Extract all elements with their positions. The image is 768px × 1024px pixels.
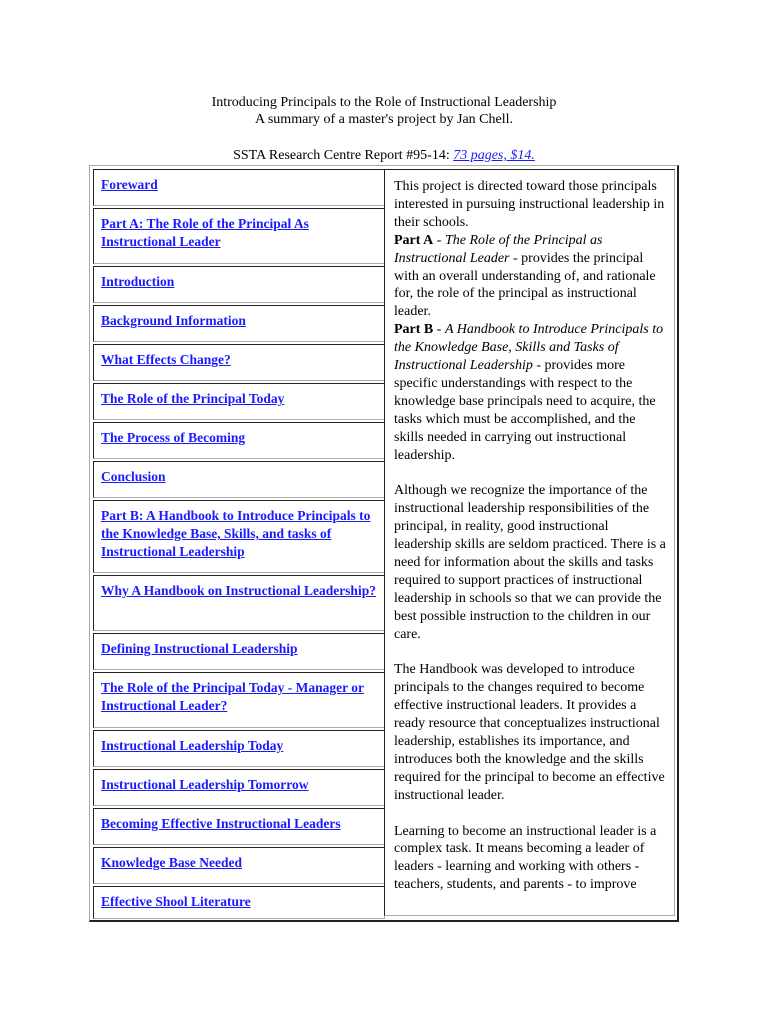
part-a-text: - provides the principal with an overall understanding of, and rationale for, the role of the principal as instructional leader. [394, 250, 656, 320]
toc-item [93, 730, 385, 767]
summary-paragraph-3: The Handbook was developed to introduce principals to the changes required to become effective instructional leaders. It provides a ready resource that conceptualizes instructional leadership, establishes its importance, and introduces both the knowledge and the skills required for the principal to become an effective instructional leader. [394, 662, 665, 803]
part-b-separator: - [433, 322, 445, 338]
toc-item [93, 808, 385, 845]
toc-link[interactable]: Becoming Effective Instructional Leaders [101, 816, 341, 831]
report-price-link[interactable]: 73 pages, $14. [453, 148, 535, 163]
toc-item [93, 344, 385, 381]
summary-paragraph-4: Learning to become an instructional leader is a complex task. It means becoming a leader of leaders - learning and working with others - teachers, students, and parents - to improve [394, 823, 657, 893]
toc-item [93, 672, 385, 728]
toc-link[interactable]: The Role of the Principal Today [101, 391, 285, 406]
toc-item [93, 383, 385, 420]
toc-link[interactable]: Instructional Leadership Tomorrow [101, 777, 309, 792]
summary-paragraph-2: Although we recognize the importance of the instructional leadership responsibilities of the principal, in reality, good instructional leadership skills are seldom practiced. There is a need for information about the skills and tasks required to support practices of instructional leadership in schools so that we can provide the best possible instruction to the children in our care. [394, 483, 666, 642]
document-title: Introducing Principals to the Role of Instructional Leadership [211, 95, 557, 110]
toc-item [93, 169, 385, 206]
toc-link[interactable]: Introduction [101, 274, 175, 289]
toc-item [93, 305, 385, 342]
part-b-title: A Handbook to Introduce Principals to the Knowledge Base, Skills and Tasks of Instructional Leadership [394, 322, 664, 374]
toc-item [93, 208, 385, 264]
toc-link[interactable]: Part A: The Role of the Principal As Instructional Leader [101, 216, 309, 249]
document-subtitle: A summary of a master's project by Jan Chell. [255, 112, 513, 127]
document-header [0, 94, 768, 128]
part-b-description [394, 321, 666, 464]
toc-link[interactable]: Instructional Leadership Today [101, 738, 284, 753]
contents-table [89, 165, 679, 922]
toc-item [93, 575, 385, 631]
toc-link[interactable]: Part B: A Handbook to Introduce Principals to the Knowledge Base, Skills, and tasks of Instructional Leadership [101, 508, 371, 559]
part-a-label: Part A [394, 232, 434, 248]
toc-link[interactable]: Why A Handbook on Instructional Leadership? [101, 583, 376, 598]
part-a-title: The Role of the Principal as Instructional Leader [394, 232, 603, 266]
toc-link[interactable]: Defining Instructional Leadership [101, 641, 298, 656]
summary-intro: This project is directed toward those principals interested in pursuing instructional leadership in their schools. [394, 179, 665, 230]
toc-item [93, 266, 385, 303]
toc-item [93, 500, 385, 573]
toc-link[interactable]: What Effects Change? [101, 352, 231, 367]
toc-item [93, 847, 385, 884]
toc-item [93, 886, 385, 919]
toc-item [93, 422, 385, 459]
toc-link[interactable]: Knowledge Base Needed [101, 855, 242, 870]
part-b-text: - provides more specific understandings with respect to the knowledge base principals need to acquire, the tasks which must be accomplished, and the skills needed in carrying out instructional leadership. [394, 358, 656, 463]
part-b-label: Part B [394, 322, 434, 338]
part-a-separator: - [433, 232, 445, 248]
toc-link[interactable]: The Role of the Principal Today - Manager or Instructional Leader? [101, 680, 364, 713]
toc-item [93, 633, 385, 670]
toc-item [93, 769, 385, 806]
toc-link[interactable]: The Process of Becoming [101, 430, 246, 445]
toc-link[interactable]: Conclusion [101, 469, 166, 484]
part-a-description [394, 232, 666, 322]
toc-link[interactable]: Background Information [101, 313, 246, 328]
report-prefix: SSTA Research Centre Report #95-14: [233, 148, 454, 163]
report-info [0, 147, 768, 164]
toc-link[interactable]: Foreward [101, 177, 158, 192]
summary-cell [384, 169, 675, 916]
toc-item [93, 461, 385, 498]
toc-link[interactable]: Effective Shool Literature [101, 894, 251, 909]
